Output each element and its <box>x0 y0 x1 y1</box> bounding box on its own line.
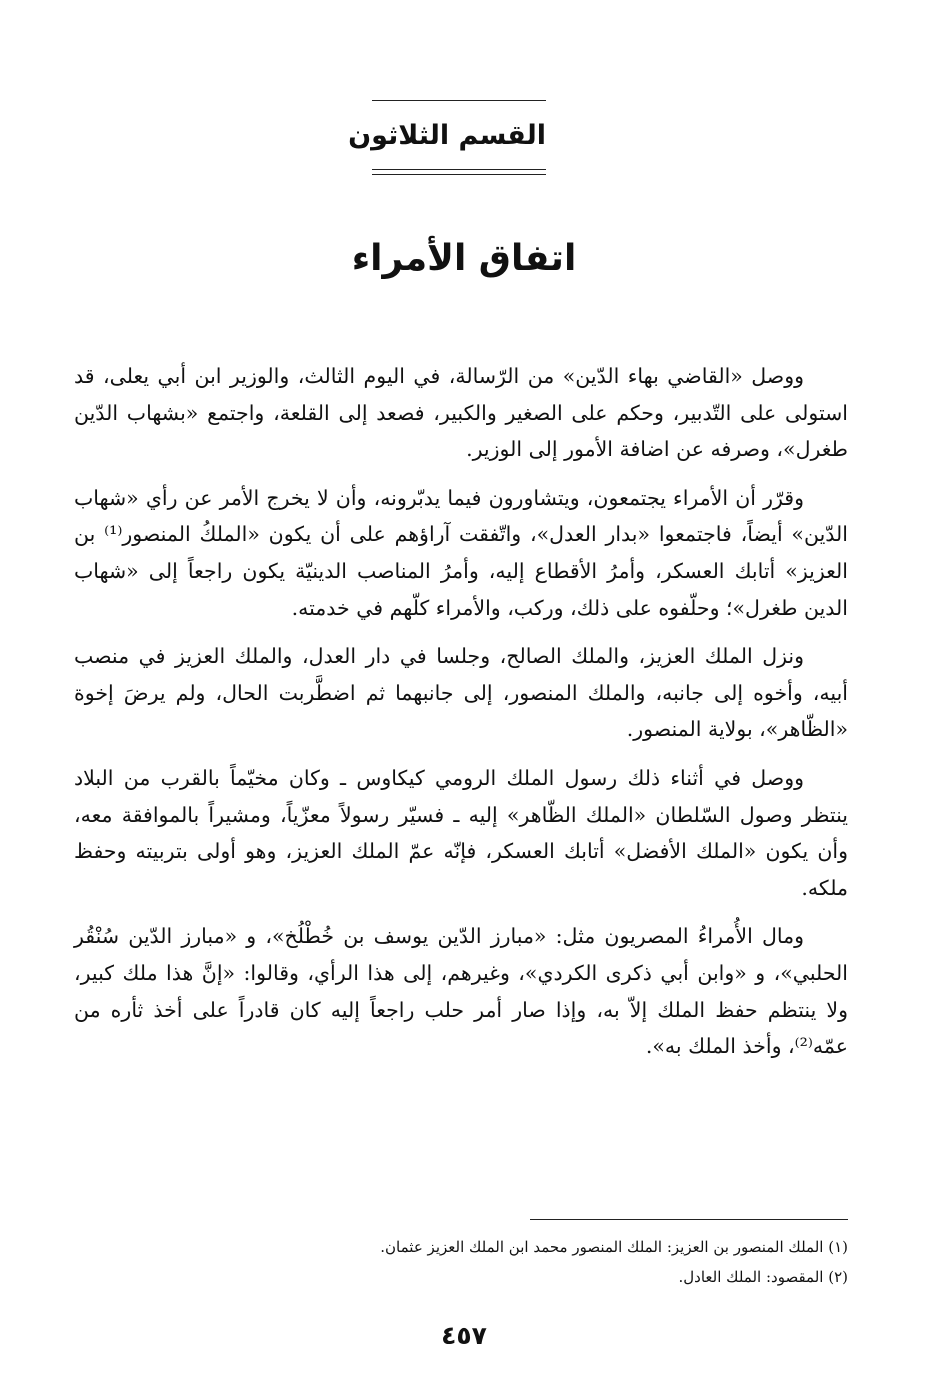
paragraph-3: ونزل الملك العزيز، والملك الصالح، وجلسا في دار العدل، والملك العزيز في منصب أبيه، وأخوه إلى جانبه، والملك المنصور، إلى جانبهما ثم اضطَّربت الحال، ولم يرضَ إخوة «الظّاهر»، بولاية المنصور. <box>74 644 848 742</box>
section-rule-top <box>372 100 546 101</box>
page-number: ٤٥٧ <box>441 1321 487 1350</box>
footnote-separator <box>530 1219 848 1220</box>
section-label: القسم الثلاثون <box>348 120 546 151</box>
footnotes <box>74 1232 848 1292</box>
section-rule-bottom-double <box>372 174 546 175</box>
paragraph-5: ومال الأُمراءُ المصريون مثل: «مبارز الدّين يوسف بن خُطْلُخ»، و «مبارز الدّين سُنْقُر الحلبي»، و «وابن أبي ذكرى الكردي»، وغيرهم، إلى هذا الرأي، وقالوا: «إنَّ هذا ملك كبير، ولا ينتظم حفظ الملك إلاّ به، وإذا صار أمر حلب راجعاً إليه كان قادراً على أخذ ثأره من عمّه⁽²⁾، وأخذ الملك به». <box>74 924 848 1059</box>
section-heading-box <box>348 100 546 178</box>
chapter-title: اتفاق الأمراء <box>351 238 577 279</box>
body-text <box>74 358 848 1077</box>
paragraph-1: ووصل «القاضي بهاء الدّين» من الرّسالة، في اليوم الثالث، والوزير ابن أبي يعلى، قد استولى على التّدبير، وحكم على الصغير والكبير، فصعد إلى القلعة، واجتمع «بشهاب الدّين طغرل»، وصرفه عن اضافة الأمور إلى الوزير. <box>74 364 848 462</box>
paragraph-4: ووصل في أثناء ذلك رسول الملك الرومي كيكاوس ـ وكان مخيّماً بالقرب من البلاد ينتظر وصول السّلطان «الملك الظّاهر» إليه ـ فسيّر رسولاً معزّياً، ومشيراً بالموافقة معه، وأن يكون «الملك الأفضل» أتابك العسكر، فإنّه عمّ الملك العزيز، وهو أولى بتربيته وحفظ ملكه. <box>74 765 848 900</box>
section-rule-bottom <box>372 169 546 170</box>
footnote-1: (١) الملك المنصور بن العزيز: الملك المنصور محمد ابن الملك العزيز عثمان. <box>380 1238 848 1256</box>
paragraph-2: وقرّر أن الأمراء يجتمعون، ويتشاورون فيما يدبّرونه، وأن لا يخرج الأمر عن رأي «شهاب الدّين» أيضاً، فاجتمعوا «بدار العدل»، واتّفقت آراؤهم على أن يكون «الملكُ المنصور⁽¹⁾ بن العزيز» أتابك العسكر، وأمرُ الأقطاع إليه، وأمرُ المناصب الدينيّة يكون راجعاً إلى «شهاب الدين طغرل»؛ وحلّفوه على ذلك، وركب، والأمراء كلّهم في خدمته. <box>74 485 848 620</box>
footnote-2: (٢) المقصود: الملك العادل. <box>678 1268 848 1286</box>
